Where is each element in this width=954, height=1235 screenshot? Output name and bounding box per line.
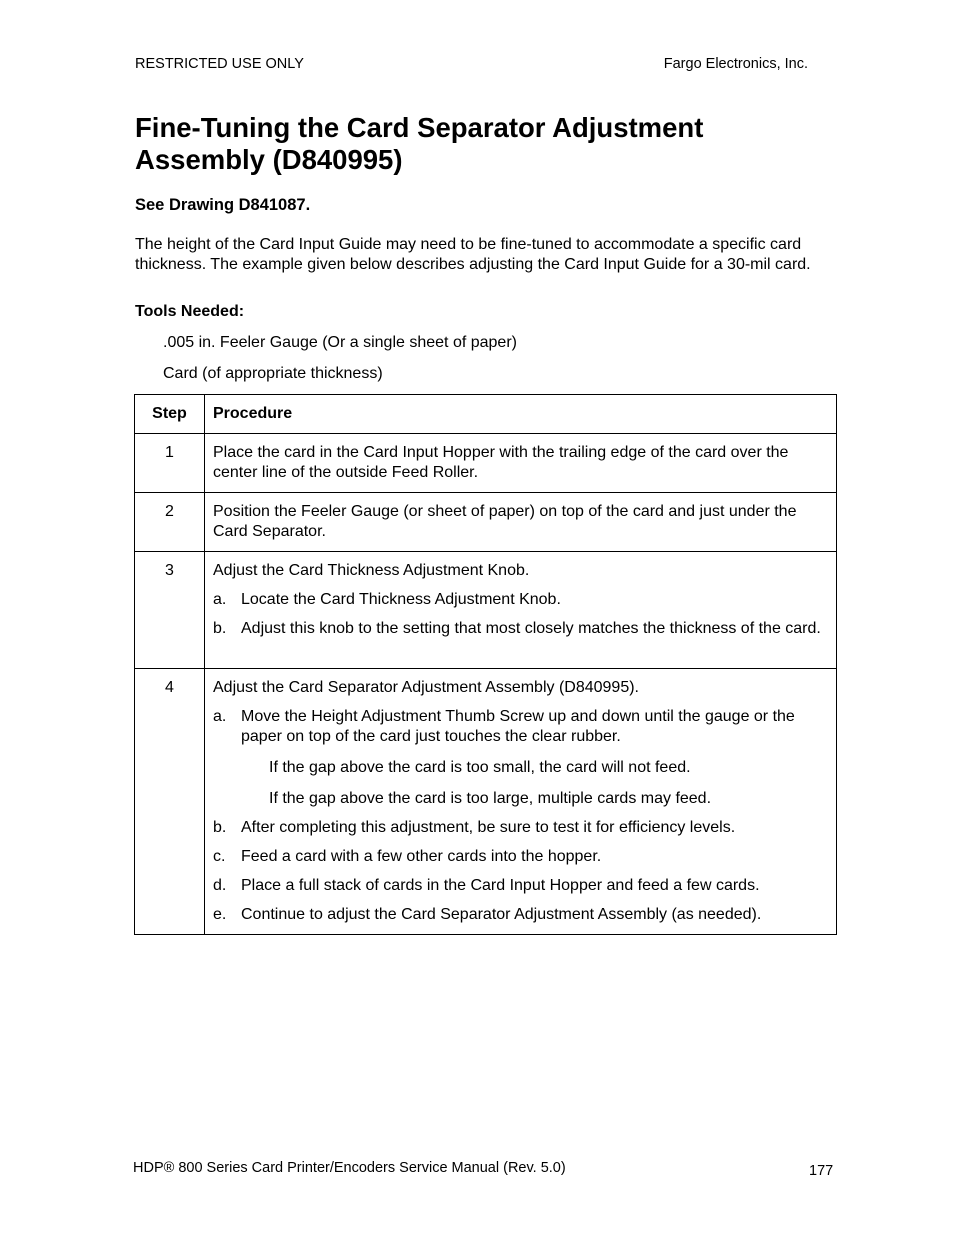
table-row: [135, 669, 837, 935]
sub-step-text: Adjust this knob to the setting that most closely matches the thickness of the card.: [241, 620, 821, 637]
step-procedure: [205, 434, 837, 493]
header-right: Fargo Electronics, Inc.: [663, 56, 808, 72]
sub-step-label: a.: [213, 591, 227, 608]
step-note: If the gap above the card is too small, the card will not feed.: [269, 759, 691, 776]
table-header-row: [135, 395, 837, 434]
sub-step: [213, 905, 826, 925]
sub-step: [213, 847, 826, 867]
sub-step-text: After completing this adjustment, be sure to test it for efficiency levels.: [241, 819, 736, 836]
step-note: If the gap above the card is too large, multiple cards may feed.: [269, 790, 712, 807]
sub-step-text: Locate the Card Thickness Adjustment Knob.: [241, 591, 561, 608]
sub-step-text: Feed a card with a few other cards into the hopper.: [241, 848, 602, 865]
sub-step-label: c.: [213, 848, 226, 865]
table-row: [135, 434, 837, 493]
step-number: 4: [135, 669, 205, 935]
step-number: 3: [135, 552, 205, 669]
tools-heading: Tools Needed:: [135, 303, 245, 320]
sub-step: [213, 818, 826, 838]
header-left: RESTRICTED USE ONLY: [135, 56, 304, 72]
sub-step-label: b.: [213, 819, 227, 836]
tool-item: Card (of appropriate thickness): [163, 365, 383, 382]
step-text: Adjust the Card Separator Adjustment Assembly (D840995).: [213, 679, 639, 696]
sub-step-label: b.: [213, 620, 227, 637]
step-text: Adjust the Card Thickness Adjustment Knob.: [213, 562, 530, 579]
sub-step-label: e.: [213, 906, 227, 923]
column-header-procedure: Procedure: [205, 395, 837, 434]
step-number: 1: [135, 434, 205, 493]
column-header-step: Step: [135, 395, 205, 434]
step-procedure: [205, 552, 837, 669]
sub-step: [213, 876, 826, 896]
step-procedure: [205, 669, 837, 935]
sub-step-text: Move the Height Adjustment Thumb Screw up and down until the gauge or the paper on top of the card just touches the clear rubber.: [241, 708, 795, 745]
sub-step: [213, 707, 826, 747]
sub-step-label: d.: [213, 877, 227, 894]
sub-step-label: a.: [213, 708, 227, 725]
table-row: [135, 552, 837, 669]
step-procedure: [205, 493, 837, 552]
intro-paragraph: The height of the Card Input Guide may need to be fine-tuned to accommodate a specific card thickness. The example given below describes adjusting the Card Input Guide for a 30-mil card.: [135, 236, 811, 273]
step-text: Position the Feeler Gauge (or sheet of paper) on top of the card and just under the Card Separator.: [213, 503, 797, 540]
sub-step: [213, 590, 826, 610]
page-title: Fine-Tuning the Card Separator Adjustment Assembly (D840995): [135, 112, 704, 175]
step-text: Place the card in the Card Input Hopper with the trailing edge of the card over the center line of the outside Feed Roller.: [213, 444, 789, 481]
tool-item: .005 in. Feeler Gauge (Or a single sheet of paper): [163, 334, 517, 351]
footer-manual-title: HDP® 800 Series Card Printer/Encoders Service Manual (Rev. 5.0): [133, 1160, 566, 1176]
procedure-table: [134, 394, 837, 935]
sub-step: [213, 619, 826, 639]
table-row: [135, 493, 837, 552]
step-number: 2: [135, 493, 205, 552]
page-number: 177: [809, 1163, 834, 1179]
see-drawing: See Drawing D841087.: [135, 196, 311, 214]
sub-step-text: Continue to adjust the Card Separator Adjustment Assembly (as needed).: [241, 906, 762, 923]
sub-step-text: Place a full stack of cards in the Card Input Hopper and feed a few cards.: [241, 877, 760, 894]
